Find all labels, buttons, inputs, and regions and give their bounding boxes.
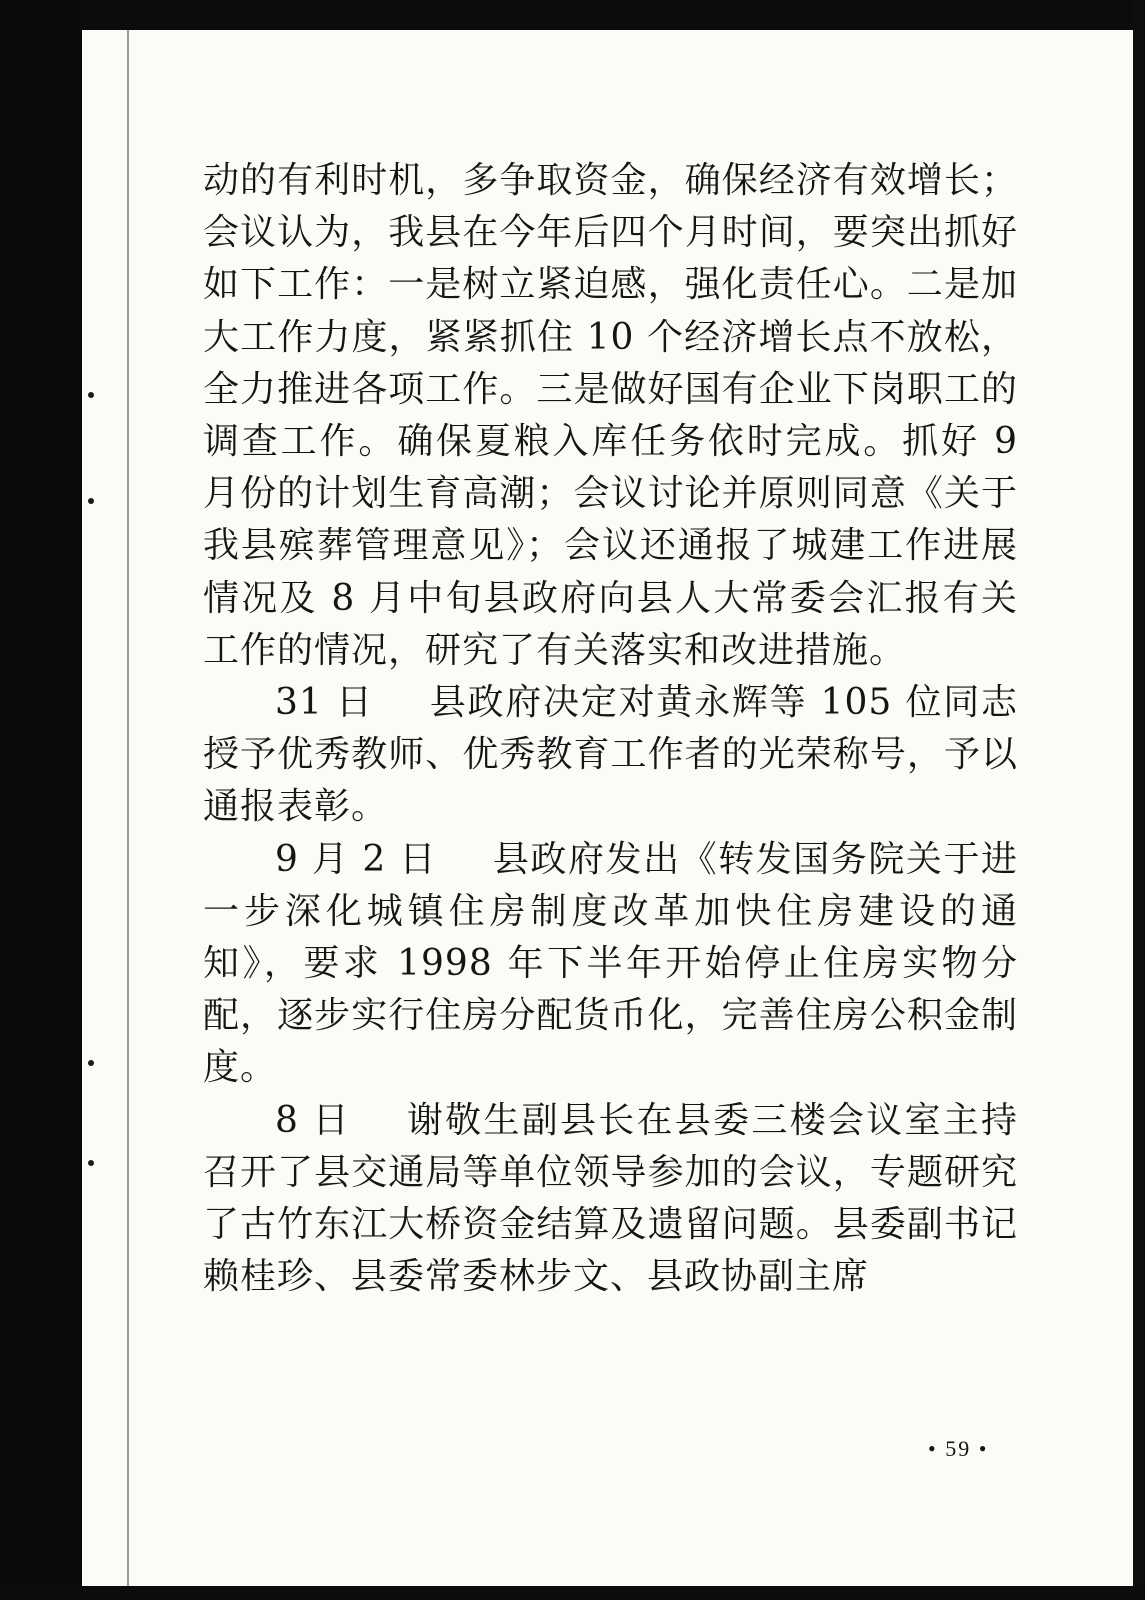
entry-paragraph (203, 1095, 1018, 1304)
entry-text: 县政府决定对黄永辉等 105 位同志授予优秀教师、优秀教育工作者的光荣称号，予以通报表彰。 (203, 682, 1018, 828)
scan-border-left (0, 0, 82, 1600)
page-number: • 59 • (928, 1436, 989, 1461)
entry-text: 县政府发出《转发国务院关于进一步深化城镇住房制度改革加快住房建设的通知》，要求 1998 年下半年开始停止住房实物分配，逐步实行住房分配货币化，完善住房公积金制度。 (203, 838, 1018, 1089)
scan-speck (88, 1060, 94, 1066)
body-text (203, 155, 1018, 1303)
scan-border-top (0, 0, 1145, 30)
scan-speck (88, 1160, 94, 1166)
continuation-paragraph: 动的有利时机，多争取资金，确保经济有效增长；会议认为，我县在今年后四个月时间，要突出抓好如下工作：一是树立紧迫感，强化责任心。二是加大工作力度，紧紧抓住 10 个经济增长点不放松，全力推进各项工作。三是做好国有企业下岗职工的调查工作。确保夏粮入库任务依时完成。抓好 9 月份的计划生育高潮；会议讨论并原则同意《关于我县殡葬管理意见》；会议还通报了城建工作进展情况及 8 月中旬县政府向县人大常委会汇报有关工作的情况，研究了有关落实和改进措施。 (203, 160, 1018, 671)
entry-date: 8 日 (275, 1099, 351, 1141)
scan-border-right (1133, 0, 1145, 1600)
binding-margin-line (127, 30, 129, 1586)
entry-date: 9 月 2 日 (275, 838, 437, 880)
entry-date: 31 日 (275, 682, 374, 724)
scan-border-bottom (0, 1586, 1145, 1600)
entry-paragraph (203, 677, 1018, 834)
entry-text: 谢敬生副县长在县委三楼会议室主持召开了县交通局等单位领导参加的会议，专题研究了古竹东江大桥资金结算及遗留问题。县委副书记赖桂珍、县委常委林步文、县政协副主席 (203, 1099, 1018, 1298)
scan-speck (88, 498, 94, 504)
scan-speck (88, 392, 94, 398)
entry-paragraph (203, 834, 1018, 1095)
